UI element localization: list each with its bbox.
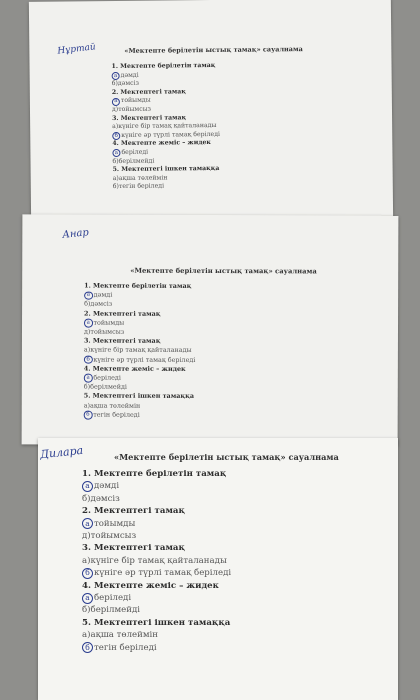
option-letter: б) [112, 183, 119, 191]
answer-option [84, 318, 196, 328]
option-letter: а) [83, 401, 91, 410]
option-text: дәмді [94, 481, 120, 492]
question-label: 4. Мектепте жеміс – жидек [83, 364, 186, 373]
option-text: ақша төлеймін [90, 630, 159, 641]
option-letter: д) [83, 327, 91, 336]
question-list [82, 468, 231, 654]
handwritten-signature: Дилара [39, 443, 84, 462]
option-text: тойымсыз [90, 531, 137, 542]
question-label: 5. Мектептегі ішкен тамаққа [82, 617, 231, 628]
selected-answer-circle: а [112, 72, 120, 80]
answer-option [82, 592, 231, 604]
option-text: тойымсыз [118, 105, 152, 113]
question-label: 3. Мектептегі тамақ [82, 543, 185, 554]
option-text: беріледі [93, 373, 121, 382]
answer-option [84, 355, 196, 365]
option-text: күнiге бір тамақ қайталанады [118, 122, 217, 131]
selected-answer-circle: а [84, 374, 93, 383]
option-letter: а) [82, 630, 91, 641]
option-letter: б) [111, 80, 118, 88]
option-text: күнiге әр түрлі тамақ беріледі [121, 130, 221, 139]
option-text: тегін беріледі [93, 410, 140, 419]
selected-answer-circle: а [84, 291, 93, 300]
survey-title: «Мектепте берілетін ыстық тамақ» сауалнама [130, 266, 317, 276]
option-letter: б) [82, 493, 91, 504]
option-letter: б) [82, 605, 91, 616]
survey-title: «Мектепте берілетін ыстық тамақ» сауалнама [124, 45, 303, 55]
handwritten-signature: Нұртай [56, 42, 97, 57]
option-text: берілмейді [118, 157, 155, 165]
option-letter: д) [82, 531, 91, 542]
answer-option [84, 300, 196, 310]
option-text: тегін беріледі [94, 642, 157, 653]
answer-option [82, 530, 231, 542]
answer-option [113, 182, 221, 192]
option-letter: а) [112, 174, 119, 182]
option-letter: б) [83, 382, 91, 391]
option-letter: а) [83, 345, 91, 355]
selected-answer-circle: б [82, 568, 93, 579]
option-text: беріледі [94, 593, 132, 604]
selected-answer-circle: а [112, 149, 120, 157]
question-label: 2. Мектептегі тамақ [82, 506, 185, 517]
handwritten-signature: Анар [61, 227, 90, 241]
option-text: дәмсіз [90, 493, 120, 504]
option-letter: а) [112, 123, 119, 131]
option-letter: д) [111, 105, 119, 114]
answer-option [84, 346, 196, 356]
option-text: ақша төлеймін [90, 401, 141, 410]
option-text: күнiге бір тамақ қайталанады [90, 555, 227, 566]
option-text: тойымды [94, 518, 136, 529]
option-text: тойымсыз [90, 327, 125, 336]
option-letter: б) [84, 299, 91, 308]
option-text: дәмді [120, 71, 139, 79]
question-label: 2. Мектептегі тамақ [111, 88, 186, 96]
option-letter: а) [82, 555, 91, 566]
answer-option [82, 493, 231, 505]
answer-option [84, 328, 196, 338]
answer-option [82, 567, 231, 579]
selected-answer-circle: б [84, 356, 93, 365]
answer-option [82, 480, 231, 492]
question-label: 5. Мектептегі ішкен тамаққа [83, 391, 195, 401]
question-label: 4. Мектепте жеміс – жидек [112, 139, 211, 148]
option-text: берілмейді [90, 605, 141, 616]
answer-option [82, 555, 231, 567]
answer-option [82, 518, 231, 530]
option-letter: б) [112, 157, 119, 165]
answer-option [82, 642, 231, 654]
option-text: күнiге әр түрлі тамақ беріледі [94, 568, 232, 579]
option-text: дәмді [93, 290, 113, 299]
selected-answer-circle: а [84, 319, 93, 328]
survey-sheet-1 [29, 0, 393, 224]
question-label: 1. Мектепте берілетін тамақ [84, 281, 192, 290]
option-text: тойымды [120, 97, 151, 105]
option-text: тегін беріледі [118, 182, 165, 191]
question-label: 3. Мектептегі тамақ [112, 113, 187, 122]
option-text: дәмсіз [90, 299, 113, 309]
selected-answer-circle: а [82, 593, 93, 604]
option-text: дәмсіз [117, 79, 139, 88]
answer-option [84, 374, 196, 384]
option-text: беріледі [121, 148, 149, 156]
selected-answer-circle: а [112, 98, 120, 106]
answer-option [84, 383, 196, 393]
selected-answer-circle: б [82, 642, 93, 653]
survey-title: «Мектепте берілетін ыстық тамақ» сауалнама [114, 452, 339, 462]
answer-option [82, 604, 231, 616]
selected-answer-circle: а [82, 481, 93, 492]
selected-answer-circle: б [84, 411, 93, 420]
answer-option [84, 410, 196, 420]
selected-answer-circle: б [112, 132, 120, 140]
question-list [111, 62, 220, 192]
survey-sheet-3 [38, 438, 398, 700]
question-label: 4. Мектепте жеміс – жидек [82, 580, 219, 591]
question-label: 1. Мектепте берілетін тамақ [111, 61, 216, 71]
answer-option [84, 401, 196, 411]
question-list [84, 282, 196, 420]
question-label: 5. Мектептегі ішкен тамаққа [112, 165, 220, 174]
option-text: тойымды [93, 318, 125, 327]
option-text: берілмейді [90, 382, 127, 391]
question-label: 1. Мектепте берілетін тамақ [82, 469, 227, 479]
question-label: 3. Мектептегі тамақ [83, 336, 161, 346]
option-text: күнiге әр түрлі тамақ беріледі [93, 355, 196, 364]
selected-answer-circle: а [82, 518, 93, 529]
option-text: ақша төлеймін [118, 174, 168, 182]
survey-sheet-2 [22, 214, 399, 445]
question-label: 2. Мектептегі тамақ [84, 309, 161, 318]
answer-option [84, 291, 196, 301]
option-text: күнiге бір тамақ қайталанады [90, 346, 192, 355]
answer-option [82, 629, 231, 641]
